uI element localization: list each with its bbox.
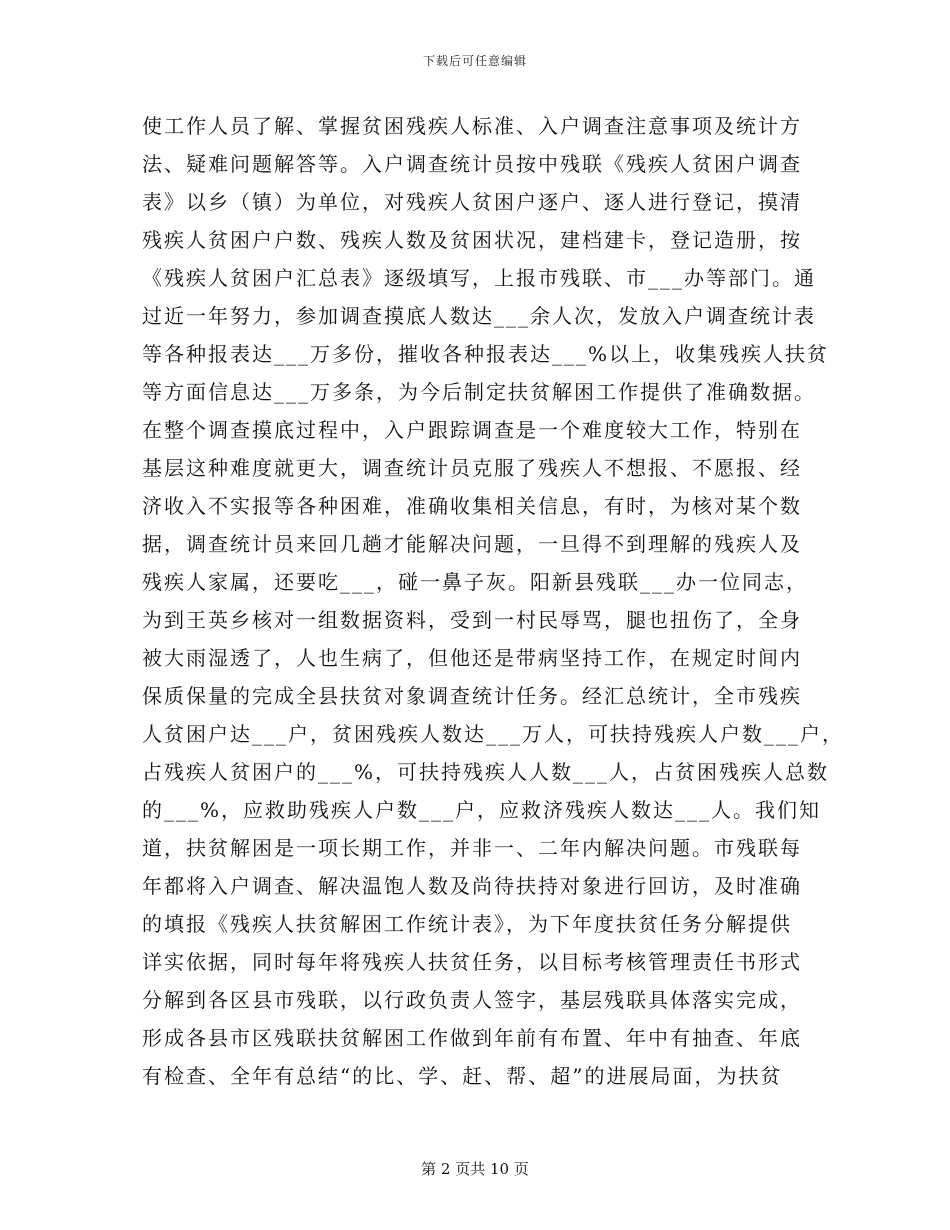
- text-line: 等方面信息达___万多条，为今后制定扶贫解困工作提供了准确数据。: [142, 380, 816, 404]
- text-line: 道，扶贫解困是一项长期工作，并非一、二年内解决问题。市残联每: [142, 836, 802, 860]
- text-line: 等各种报表达___万多份，摧收各种报表达___%以上，收集残疾人扶贫: [142, 342, 830, 366]
- text-line: 的填报《残疾人扶贫解困工作统计表》，为下年度扶贫任务分解提供: [142, 912, 792, 936]
- text-line: 有检查、全年有总结“的比、学、赶、帮、超”的进展局面，为扶贫: [142, 1064, 783, 1088]
- page-footer: 第 2 页共 10 页: [421, 1160, 529, 1178]
- text-line: 分解到各区县市残联，以行政负责人签字，基层残联具体落实完成，: [142, 988, 802, 1012]
- text-line: 人贫困户达___户，贫困残疾人数达___万人，可扶持残疾人户数___户，: [142, 722, 844, 746]
- text-line: 据，调查统计员来回几趟才能解决问题，一旦得不到理解的残疾人及: [142, 532, 802, 556]
- text-line: 保质保量的完成全县扶贫对象调查统计任务。经汇总统计，全市残疾: [142, 684, 802, 708]
- text-line: 的___%，应救助残疾人户数___户，应救济残疾人数达___人。我们知: [142, 798, 822, 822]
- text-line: 《残疾人贫困户汇总表》逐级填写，上报市残联、市___办等部门。通: [142, 266, 816, 290]
- text-line: 残疾人贫困户户数、残疾人数及贫困状况，建档建卡，登记造册，按: [142, 228, 802, 252]
- text-line: 表》以乡（镇）为单位，对残疾人贫困户逐户、逐人进行登记，摸清: [142, 190, 802, 214]
- text-line: 年都将入户调查、解决温饱人数及尚待扶持对象进行回访，及时准确: [142, 874, 802, 898]
- text-line: 残疾人家属，还要吃___，碰一鼻子灰。阳新县残联___办一位同志，: [142, 570, 808, 594]
- text-line: 在整个调查摸底过程中，入户跟踪调查是一个难度较大工作，特别在: [142, 418, 802, 442]
- text-line: 基层这种难度就更大，调查统计员克服了残疾人不想报、不愿报、经: [142, 456, 802, 480]
- text-line: 过近一年努力，参加调查摸底人数达___余人次，发放入户调查统计表: [142, 304, 816, 328]
- page-header: 下载后可任意编辑: [422, 54, 527, 68]
- text-line: 占残疾人贫困户的___%，可扶持残疾人人数___人，占贫困残疾人总数: [142, 760, 830, 784]
- text-line: 使工作人员了解、掌握贫困残疾人标准、入户调查注意事项及统计方: [142, 114, 802, 138]
- body-paragraph: [142, 107, 844, 1095]
- text-line: 法、疑难问题解答等。入户调查统计员按中残联《残疾人贫困户调查: [142, 152, 802, 176]
- text-line: 为到王英乡核对一组数据资料，受到一村民辱骂，腿也扭伤了，全身: [142, 608, 802, 632]
- text-line: 济收入不实报等各种困难，准确收集相关信息，有时，为核对某个数: [142, 494, 802, 518]
- text-line: 被大雨湿透了，人也生病了，但他还是带病坚持工作，在规定时间内: [142, 646, 802, 670]
- text-line: 形成各县市区残联扶贫解困工作做到年前有布置、年中有抽查、年底: [142, 1026, 802, 1050]
- text-line: 详实依据，同时每年将残疾人扶贫任务，以目标考核管理责任书形式: [142, 950, 802, 974]
